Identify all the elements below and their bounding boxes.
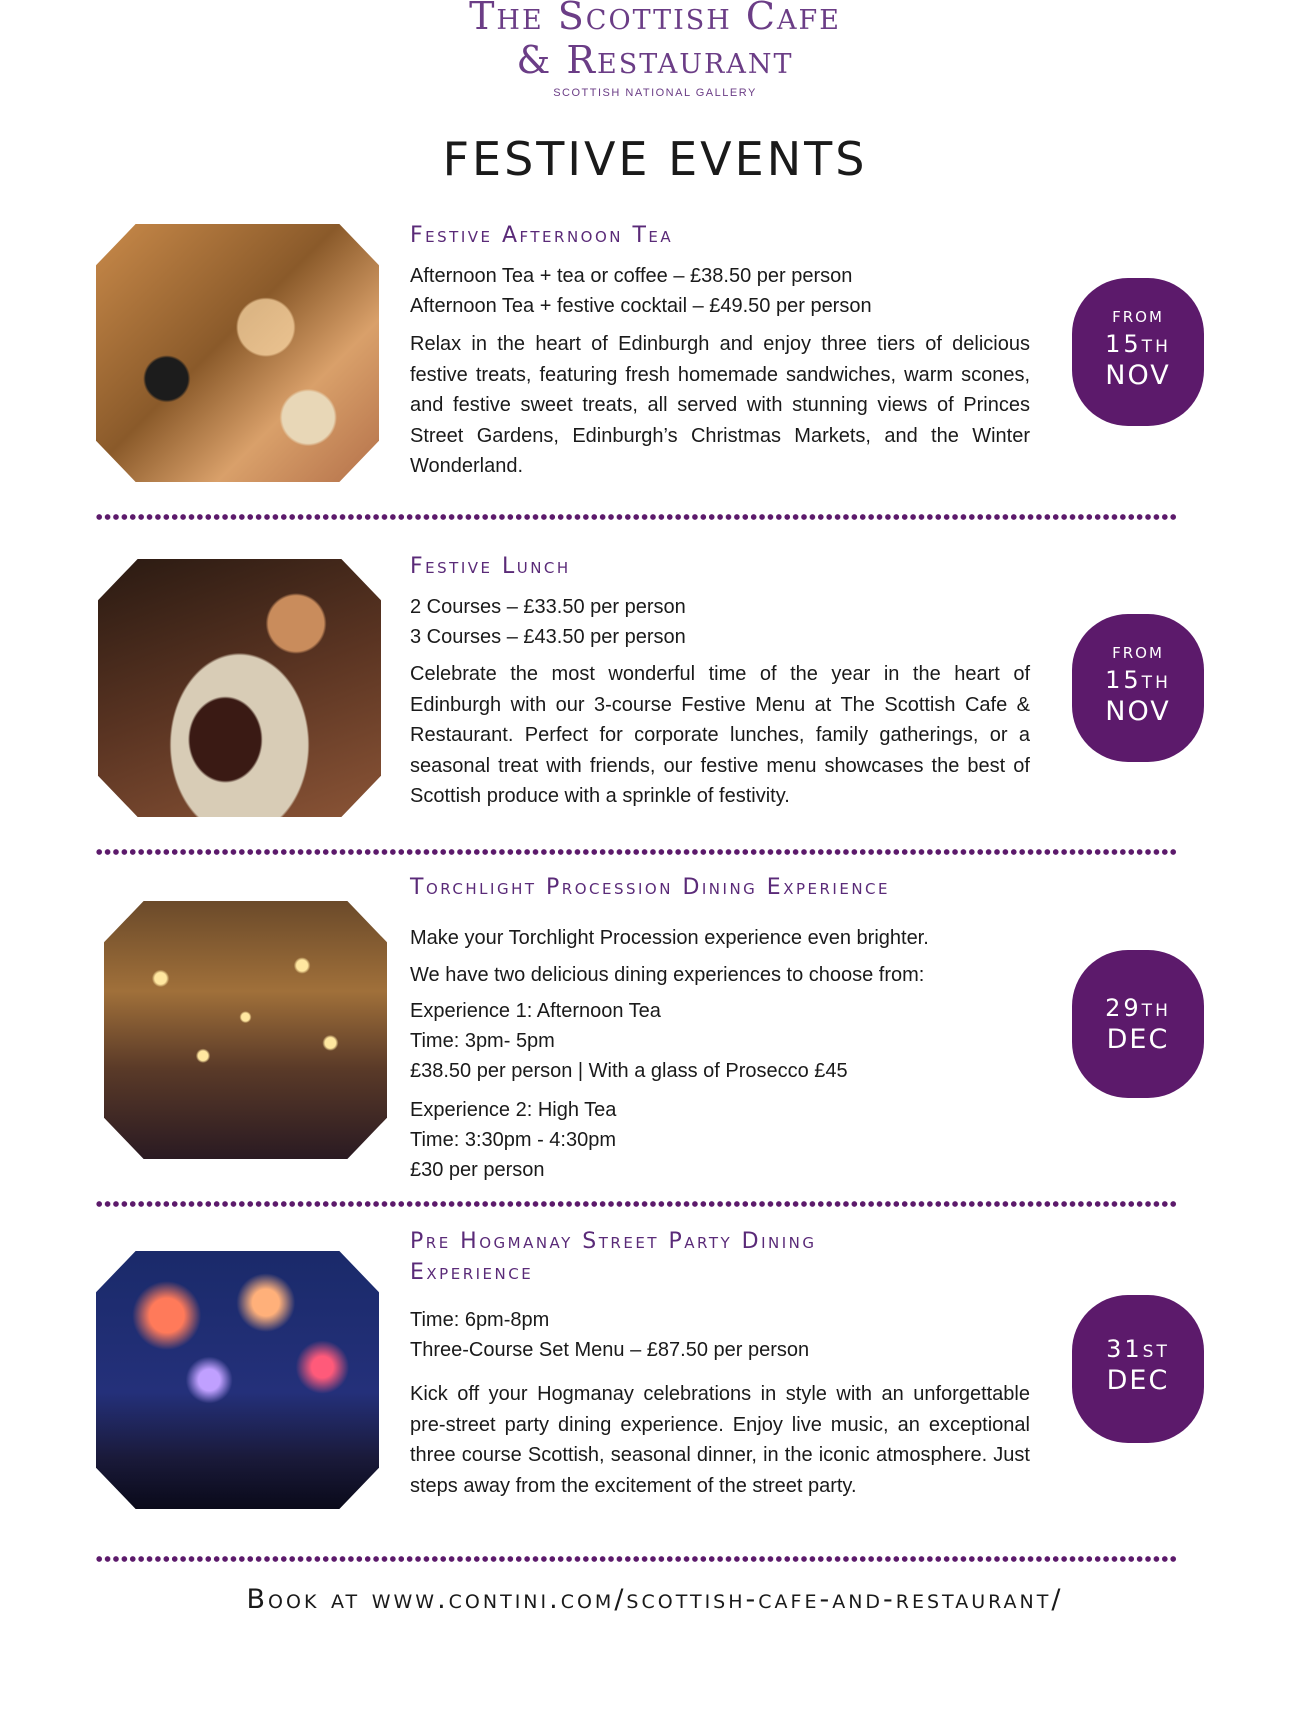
price-list <box>410 592 1030 652</box>
badge-day: 15th <box>1105 330 1171 358</box>
badge-month: DEC <box>1106 1024 1170 1055</box>
dotted-divider <box>95 1201 1178 1207</box>
brand-subtitle: SCOTTISH NATIONAL GALLERY <box>553 87 757 99</box>
price-line: Afternoon Tea + festive cocktail – £49.50 per person <box>410 295 872 317</box>
experience-line: Time: 3:30pm - 4:30pm <box>410 1129 617 1151</box>
price-line: Time: 6pm-8pm <box>410 1309 550 1331</box>
afternoon-tea-photo <box>96 224 379 482</box>
dotted-divider <box>95 514 1178 520</box>
price-line: 2 Courses – £33.50 per person <box>410 596 686 618</box>
date-badge <box>1072 278 1204 426</box>
fireworks-photo <box>96 1251 379 1509</box>
dotted-divider <box>95 1556 1178 1562</box>
brand-name: The Scottish Cafe <box>469 0 841 38</box>
experience-1 <box>410 996 1030 1086</box>
event-description: Kick off your Hogmanay celebrations in style with an unforgettable pre-street party dining experience. Enjoy live music, an exceptional three course Scottish, seasonal dinner, in the iconic atmosphere. Just steps away from the excitement of the street party. <box>410 1383 1030 1497</box>
festive-lunch-photo <box>98 559 381 817</box>
price-line: 3 Courses – £43.50 per person <box>410 626 686 648</box>
event-title-line2: Experience <box>410 1260 534 1285</box>
booking-url[interactable]: Book at www.contini.com/scottish-cafe-and-restaurant/ <box>246 1584 1064 1615</box>
experience-line: Experience 1: Afternoon Tea <box>410 1000 661 1022</box>
price-line: Three-Course Set Menu – £87.50 per person <box>410 1339 810 1361</box>
date-badge <box>1072 614 1204 762</box>
price-list <box>410 261 1030 321</box>
badge-day: 29th <box>1105 994 1171 1022</box>
event-title: Pre Hogmanay Street Party Dining <box>410 1229 817 1254</box>
date-badge <box>1072 950 1204 1098</box>
badge-month: NOV <box>1105 360 1171 391</box>
badge-day: 31st <box>1106 1335 1170 1363</box>
event-title: Torchlight Procession Dining Experience <box>410 875 890 900</box>
badge-month: NOV <box>1105 696 1171 727</box>
price-list <box>410 1305 1030 1365</box>
experience-line: £30 per person <box>410 1159 545 1181</box>
badge-day: 15th <box>1105 666 1171 694</box>
experience-line: Experience 2: High Tea <box>410 1099 617 1121</box>
page-title: FESTIVE EVENTS <box>442 132 868 186</box>
date-badge <box>1072 1295 1204 1443</box>
event-description: Relax in the heart of Edinburgh and enjoy three tiers of delicious festive treats, featuring fresh homemade sandwiches, warm scones, and festive sweet treats, all served with stunning views of Princes Street Gardens, Edinburgh’s Christmas Markets, and the Winter Wonderland. <box>410 333 1030 477</box>
event-title: Festive Afternoon Tea <box>410 223 674 248</box>
torchlight-procession-photo <box>104 901 387 1159</box>
badge-from: FROM <box>1112 308 1164 326</box>
experience-line: £38.50 per person | With a glass of Prosecco £45 <box>410 1060 848 1082</box>
intro-line: Make your Torchlight Procession experience even brighter. <box>410 927 929 949</box>
experience-line: Time: 3pm- 5pm <box>410 1030 555 1052</box>
event-description: Celebrate the most wonderful time of the year in the heart of Edinburgh with our 3-course Festive Menu at The Scottish Cafe & Restaurant. Perfect for corporate lunches, family gatherings, or a seasonal treat with friends, our festive menu showcases the best of Scottish produce with a sprinkle of festivity. <box>410 663 1030 807</box>
intro-text <box>410 920 1030 994</box>
badge-month: DEC <box>1106 1365 1170 1396</box>
brand-name-line2: & Restaurant <box>516 38 794 82</box>
badge-from: FROM <box>1112 644 1164 662</box>
dotted-divider <box>95 849 1178 855</box>
price-line: Afternoon Tea + tea or coffee – £38.50 per person <box>410 265 853 287</box>
event-title: Festive Lunch <box>410 554 571 579</box>
experience-2 <box>410 1095 1030 1185</box>
intro-line: We have two delicious dining experiences to choose from: <box>410 964 925 986</box>
